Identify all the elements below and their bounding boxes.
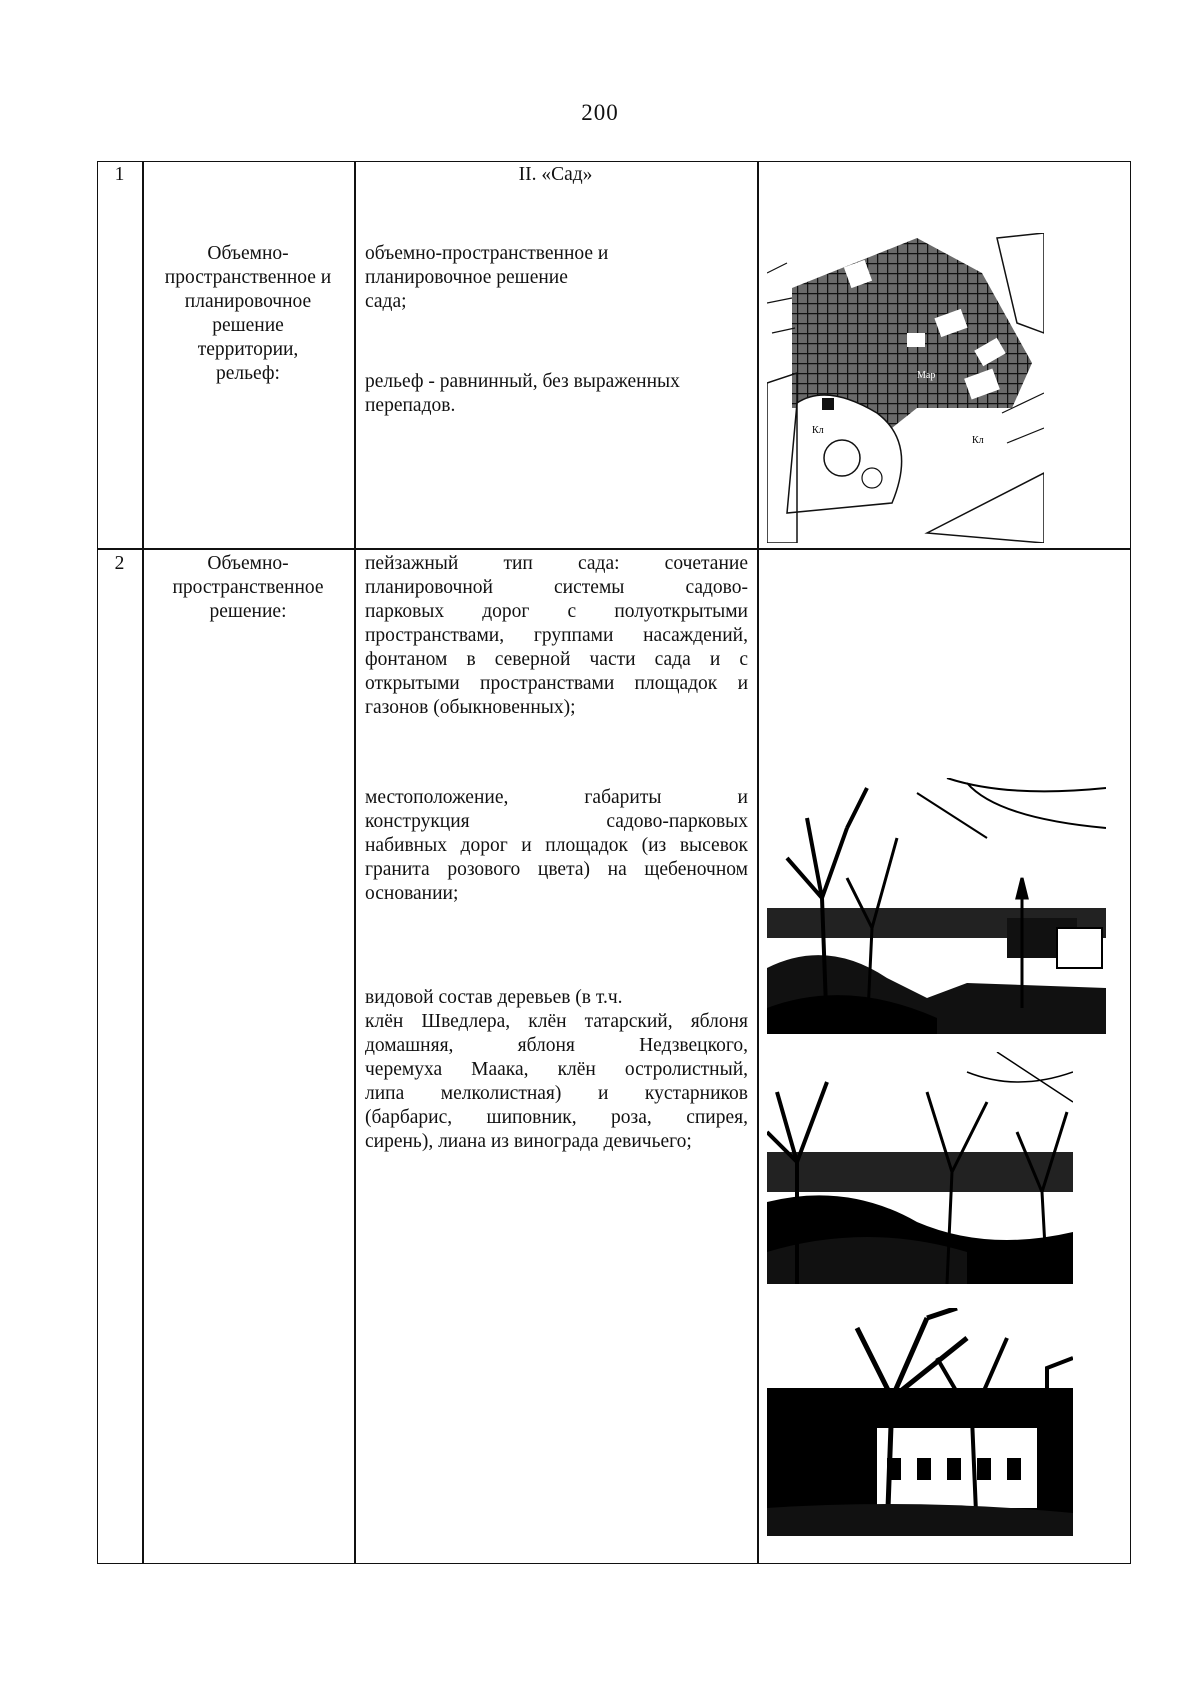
row-1-description-plan: объемно-пространственное и планировочное решение сада;: [365, 243, 609, 312]
garden-photo: [767, 778, 1106, 1034]
row-2-description-species: видовой состав деревьев (в т.ч. клён Шведлера, клён татарский, яблоня домашняя, яблоня Недзвецкого, черемуха Маака, клён остролистный, липа мелколистная) и кустарников (барбарис, шиповник, роза, спирея, сирень), лиана из винограда девичьего;: [365, 987, 748, 1152]
map-label: Кл: [942, 321, 954, 332]
section-heading: II. «Сад»: [518, 164, 593, 185]
building-photo: [767, 1308, 1073, 1536]
garden-photo: [767, 1052, 1073, 1284]
row-2-number: 2: [114, 553, 125, 574]
map-label: Кл: [812, 425, 824, 436]
row-1-label: Объемно- пространственное и планировочное решение территории, рельеф:: [164, 243, 332, 384]
row-2-description-type: пейзажный тип сада: сочетание планировочной системы садово- парковых дорог с полуоткрытыми пространствами, группами насаждений, фонтаном в северной части сада и с открытыми пространствами площадок и газонов (обыкновенных);: [365, 553, 748, 718]
page-number: 200: [581, 100, 619, 125]
row-2-label: Объемно- пространственное решение:: [172, 553, 324, 622]
column-divider: [354, 161, 356, 1564]
row-divider: [97, 548, 1131, 550]
row-1-number: 1: [114, 164, 125, 185]
row-2-description-roads: местоположение, габариты и конструкция садово-парковых набивных дорог и площадок (из высевок гранита розового цвета) на щебеночном основании;: [365, 787, 748, 904]
column-divider: [757, 161, 759, 1564]
map-label: Кл: [972, 435, 984, 446]
map-label: Мар: [917, 370, 936, 381]
site-plan-map: [767, 233, 1044, 543]
row-1-description-relief: рельеф - равнинный, без выраженных перепадов.: [365, 371, 680, 416]
